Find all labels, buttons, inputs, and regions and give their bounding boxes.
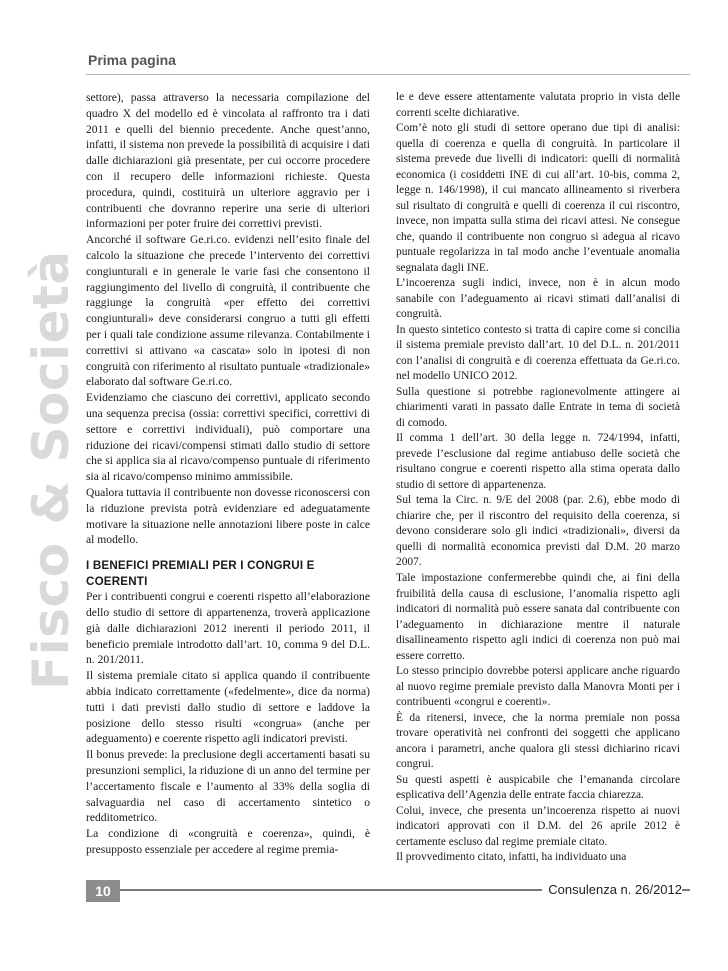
paragraph: In questo sintetico contesto si tratta di capire come si concilia il sistema premiale previsto dall’art. 10 del D.L. n. 201/2011 con l’analisi di congruità e di coerenza effettuata da Ge.ri.co. nel modello UNICO 2012. [396, 323, 680, 383]
paragraph: Su questi aspetti è auspicabile che l’emananda circolare esplicativa dell’Agenzia delle entrate faccia chiarezza. [396, 773, 680, 802]
paragraph: le e deve essere attentamente valutata proprio in vista delle correnti scelte dichiarative. [396, 91, 680, 119]
section-title: Prima pagina [88, 52, 176, 68]
paragraph: Il provvedimento citato, infatti, ha individuato una [396, 851, 627, 864]
paragraph: Sul tema la Circ. n. 9/E del 2008 (par. 2.6), ebbe modo di chiarire che, per il riscontro del requisito della coerenza, si devono considerare solo gli indici «tradizionali», diversi da quelli di normalità economica previsti dal D.M. 20 marzo 2007. [396, 494, 680, 569]
paragraph: Qualora tuttavia il contribuente non dovesse riconoscersi con la riduzione prevista potrà evidenziare ed adeguatamente motivare la situazione nelle annotazioni libere poste in calce al modello. [86, 485, 370, 547]
paragraph: Evidenziamo che ciascuno dei correttivi, applicato secondo una sequenza precisa (ossia: correttivi specifici, correttivi di settore e correttivi individuali), può comportare una riduzione dei ricavi/compensi stimati dallo studio di settore che si applica sia al ricavo/compenso puntuale di riferimento sia al ricavo/compenso minimo ammissibile. [86, 391, 370, 484]
paragraph: Colui, invece, che presenta un’incoerenza rispetto ai nuovi indicatori approvati con il D.M. del 26 aprile 2012 è certamente escluso dal regime premiale citato. [396, 804, 680, 848]
page-number: 10 [86, 880, 120, 902]
paragraph: Il comma 1 dell’art. 30 della legge n. 724/1994, infatti, prevede l’esclusione dal regime antiabuso delle società che risultano congrue e coerenti rispetto alla stima operata dallo studio di settore di appartenenza. [396, 432, 680, 491]
paragraph: Lo stesso principio dovrebbe potersi applicare anche riguardo al nuovo regime premiale previsto dalla Manovra Monti per i contribuenti «congrui e coerenti». [396, 665, 680, 709]
paragraph: Sulla questione si potrebbe ragionevolmente attingere ai chiarimenti varati in passato dalle Entrate in tema di società di comodo. [396, 385, 680, 429]
right-text-column [396, 90, 680, 866]
publication-issue: Consulenza n. 26/2012 [542, 882, 682, 897]
paragraph: Per i contribuenti congrui e coerenti rispetto all’elaborazione dello studio di settore di appartenenza, troverà applicazione già dalle dichiarazioni 2012 inerenti il periodo 2011, il beneficio premiale introdotto dall’art. 10, comma 9 del D.L. n. 201/2011. [86, 590, 370, 667]
paragraph: Il sistema premiale citato si applica quando il contribuente abbia indicato correttamente («fedelmente», dice da norma) tutti i dati previsti dallo studio di settore e laddove la posizione dello stesso risulti «congrua» (anche per adeguamento) e coerente rispetto agli indicatori previsti. [86, 669, 370, 746]
paragraph: Ancorché il software Ge.ri.co. evidenzi nell’esito finale del calcolo la situazione che precede l’intervento dei correttivi congiunturali e in generale le varie fasi che consentono il raggiungimento del livello di congruità, il contribuente che raggiunge la congruità «per effetto dei correttivi congiunturali» deve considerarsi congruo a tutti gli effetti per i quali tale condizione assume rilevanza. Contabilmente i correttivi si attivano «a cascata» solo in ipotesi di non congruità con riferimento al risultato puntuale «tradizionale» elaborato dal software Ge.ri.co. [86, 233, 370, 389]
paragraph: L’incoerenza sugli indici, invece, non è in alcun modo sanabile con l’adeguamento ai ricavi stimati dall’analisi di congruità. [396, 277, 680, 321]
paragraph: La condizione di «congruità e coerenza», quindi, è presupposto essenziale per accedere al regime premia- [86, 827, 370, 857]
section-heading: I BENEFICI PREMIALI PER I CONGRUI E COERENTI [86, 559, 315, 588]
paragraph: Tale impostazione confermerebbe quindi che, ai fini della fruibilità della causa di esclusione, l’anomalia rispetto agli indicatori di normalità può essere sanata dal contribuente con l’adeguamento in dichiarazione mentre il naturale disallineamento rispetto agli indici di coerenza non può mai essere corretto. [396, 571, 680, 662]
vertical-section-title: Fisco & Società [22, 250, 80, 690]
paragraph: settore), passa attraverso la necessaria compilazione del quadro X del modello ed è vincolata al raffronto tra i dati 2011 e quelli del biennio precedente. Anche quest’anno, infatti, il sistema non prevede la possibilità di acquisire i dati dalle dichiarazioni già presentate, per cui occorre procedere con il recupero delle informazioni richieste. Questa procedura, quindi, costituirà un ulteriore aggravio per i contribuenti che dovranno reperire una serie di ulteriori informazioni per poter fruire dei correttivi previsti. [86, 91, 370, 231]
left-text-column [86, 90, 370, 858]
header-divider [86, 74, 690, 75]
paragraph: Il bonus prevede: la preclusione degli accertamenti basati su presunzioni semplici, la riduzione di un anno del termine per l’accertamento fiscale e l’aumento al 33% della soglia di salvaguardia nel caso di accertamento sintetico o redditometrico. [86, 748, 370, 825]
paragraph: È da ritenersi, invece, che la norma premiale non possa trovare operatività nei confronti dei soggetti che applicano ancora i parametri, anche qualora gli stessi dichiarino ricavi congrui. [396, 711, 680, 771]
paragraph: Com’è noto gli studi di settore operano due tipi di analisi: quella di coerenza e quella di congruità. In particolare il sistema prevede due livelli di indicatori: quelli di normalità economica (i cosiddetti INE di cui all’art. 10-bis, comma 2, legge n. 146/1998), il cui mancato allineamento si riverbera sul risultato di congruità e quelli di coerenza il cui riscontro, invece, non impatta sulla stima dei ricavi attesi. Ne consegue che, quando il contribuente non congruo si adegua al ricavo puntuale regolarizza in tal modo anche l’eventuale anomalia segnalata dagli INE. [396, 122, 680, 274]
